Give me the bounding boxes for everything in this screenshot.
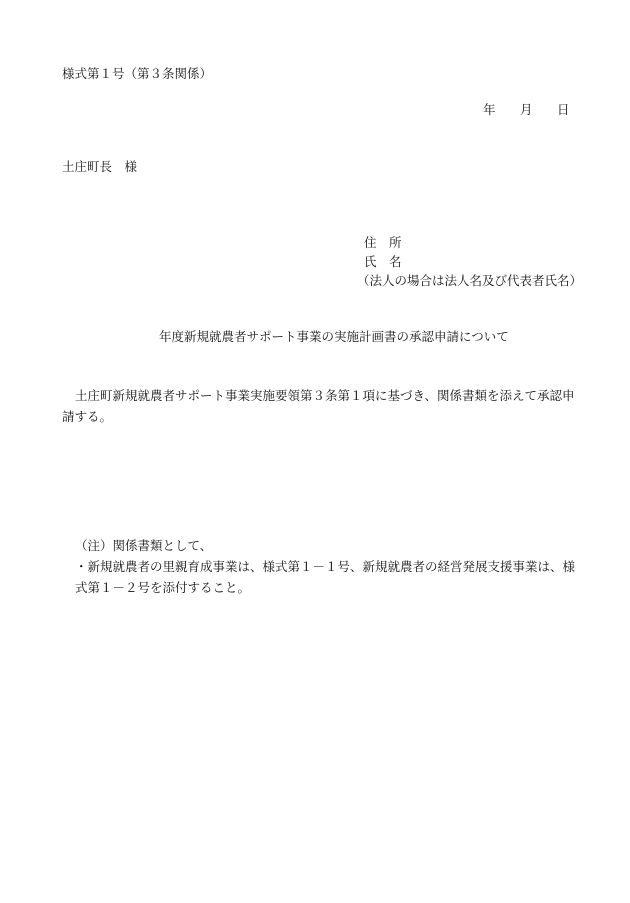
- name-label: 氏 名: [364, 254, 402, 269]
- form-number: 様式第１号（第３条関係）: [62, 66, 213, 81]
- document-title: 年度新規就農者サポート事業の実施計画書の承認申請について: [159, 329, 509, 344]
- corporate-note: （法人の場合は法人名及び代表者氏名）: [357, 273, 583, 288]
- address-label: 住 所: [364, 235, 402, 250]
- date-month-label: 月: [520, 102, 533, 117]
- body-paragraph: 土庄町新規就農者サポート事業実施要領第３条第１項に基づき、関係書類を添えて承認申請する。: [62, 388, 575, 424]
- note-heading: （注）関係書類として、: [75, 538, 213, 553]
- date-year-label: 年: [483, 102, 496, 117]
- addressee: 土庄町長 様: [62, 159, 138, 174]
- date-day-label: 日: [557, 102, 570, 117]
- note-item: ・新規就農者の里親育成事業は、様式第１－１号、新規就農者の経営発展支援事業は、様式第１－２号を添付すること。: [75, 559, 576, 595]
